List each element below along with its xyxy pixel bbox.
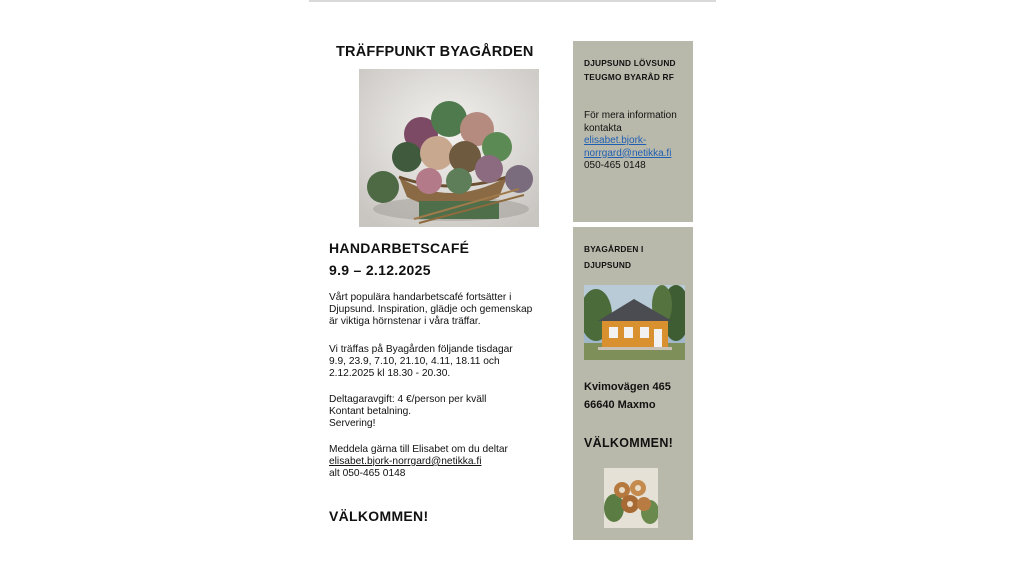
venue-line: BYAGÅRDEN I — [584, 244, 644, 254]
contact-email-link[interactable]: elisabet.bjork-norrgard@netikka.fi — [329, 455, 482, 467]
org-line: DJUPSUND LÖVSUND — [584, 58, 676, 68]
organization-name — [584, 56, 676, 84]
yarn-basket-photo — [359, 69, 539, 227]
venue-address — [584, 378, 671, 414]
info-line: För mera information — [584, 110, 677, 121]
schedule-line: Vi träffas på Byagården följande tisdagar — [329, 344, 513, 355]
venue-line: DJUPSUND — [584, 260, 632, 270]
page-title: TRÄFFPUNKT BYAGÅRDEN — [336, 44, 534, 60]
venue-title — [584, 241, 644, 273]
event-dates: 9.9 – 2.12.2025 — [329, 262, 431, 278]
schedule-line: 2.12.2025 kl 18.30 - 20.30. — [329, 367, 451, 379]
schedule-line: 9.9, 23.9, 7.10, 21.10, 4.11, 18.11 och — [329, 355, 500, 367]
event-title: HANDARBETSCAFÉ — [329, 240, 470, 256]
email-part: elisabet.bjork- — [584, 135, 647, 146]
intro-line: är viktiga hörnstenar i våra träffar. — [329, 315, 481, 327]
info-line: kontakta — [584, 122, 622, 134]
contact-phone: alt 050-465 0148 — [329, 467, 406, 479]
address-line: Kvimovägen 465 — [584, 381, 671, 393]
sidebar-welcome: VÄLKOMMEN! — [584, 436, 674, 450]
fee-paragraph — [329, 394, 486, 429]
contact-paragraph — [329, 444, 508, 479]
info-block — [584, 110, 677, 173]
intro-paragraph — [329, 292, 532, 327]
top-divider — [309, 0, 716, 2]
org-line: TEUGMO BYARÅD RF — [584, 72, 675, 82]
address-line: 66640 Maxmo — [584, 399, 656, 411]
byagarden-house-photo — [584, 285, 685, 360]
sidebar-email-link[interactable] — [584, 135, 671, 159]
schedule-paragraph — [329, 344, 513, 379]
welcome-heading: VÄLKOMMEN! — [329, 508, 429, 524]
fee-line: Kontant betalning. — [329, 405, 412, 417]
sidebar-phone: 050-465 0148 — [584, 160, 646, 171]
intro-line: Djupsund. Inspiration, glädje och gemenskap — [329, 303, 533, 315]
email-part: norrgard@netikka.fi — [584, 147, 672, 159]
contact-line: Meddela gärna till Elisabet om du deltar — [329, 444, 508, 455]
intro-line: Vårt populära handarbetscafé fortsätter i — [329, 292, 512, 303]
pastries-photo — [604, 468, 658, 528]
fee-line: Servering! — [329, 417, 376, 429]
fee-line: Deltagaravgift: 4 €/person per kväll — [329, 394, 487, 405]
